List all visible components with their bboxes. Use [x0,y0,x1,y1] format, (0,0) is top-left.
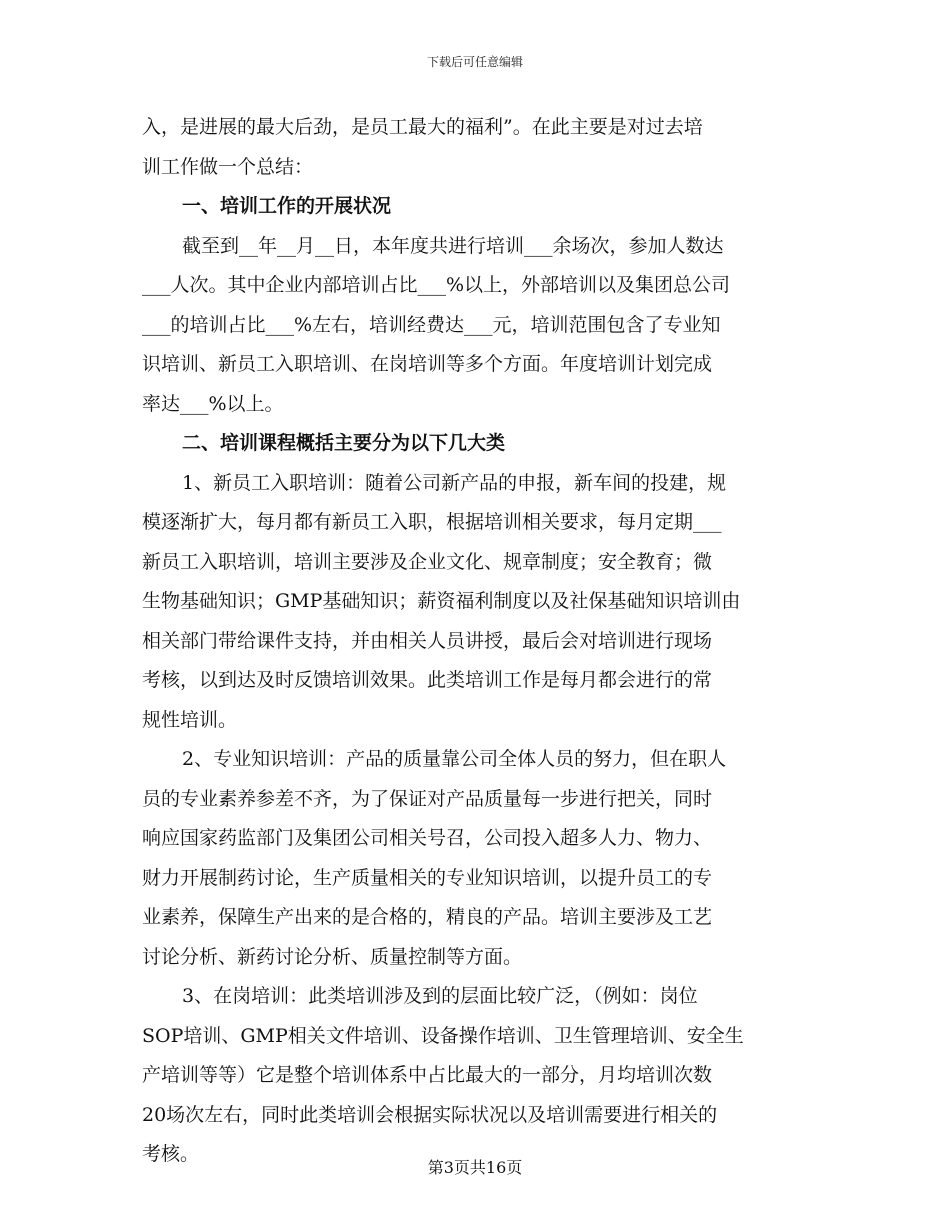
body-text-line: 2、专业知识培训：产品的质量靠公司全体人员的努力，但在职人 [182,748,727,770]
body-text-line: 考核。 [142,1143,200,1165]
document-body [142,108,808,1175]
section-heading: 二、培训课程概括主要分为以下几大类 [182,432,506,454]
body-text-line: ___的培训占比___%左右，培训经费达___元，培训范围包含了专业知 [142,313,721,336]
body-text-line: 员的专业素养参差不齐，为了保证对产品质量每一步进行把关，同时 [142,787,713,810]
body-text-line: 1、新员工入职培训：随着公司新产品的申报，新车间的投建，规 [182,471,727,494]
body-text-line: 规性培训。 [142,708,238,731]
body-text-line: 考核，以到达及时反馈培训效果。此类培训工作是每月都会进行的常 [142,669,713,691]
section-heading: 一、培训工作的开展状况 [182,195,392,217]
body-text-line: 20场次左右，同时此类培训会根据实际状况以及培训需要进行相关的 [142,1103,718,1126]
page-footer: 第3页共16页 [427,1158,523,1177]
body-text-line: 业素养，保障生产出来的是合格的，精良的产品。培训主要涉及工艺 [142,906,713,928]
body-text-line: 生物基础知识；GMP基础知识；薪资福利制度以及社保基础知识培训由 [142,590,741,612]
body-text-line: 率达___%以上。 [142,392,284,415]
page-header: 下载后可任意编辑 [426,55,523,69]
body-text-line: SOP培训、GMP相关文件培训、设备操作培训、卫生管理培训、安全生 [142,1024,744,1047]
body-text-line: 3、在岗培训：此类培训涉及到的层面比较广泛，（例如：岗位 [182,985,698,1007]
body-text-line: 财力开展制药讨论，生产质量相关的专业知识培训，以提升员工的专 [142,866,713,889]
body-text-line: 训工作做一个总结： [142,155,314,178]
body-text-line: 产培训等等）它是整个培训体系中占比最大的一部分，月均培训次数 [142,1064,713,1086]
body-text-line: 模逐渐扩大，每月都有新员工入职，根据培训相关要求，每月定期___ [142,511,722,533]
body-text-line: 讨论分析、新药讨论分析、质量控制等方面。 [142,945,523,968]
body-text-line: 响应国家药监部门及集团公司相关号召，公司投入超多人力、物力、 [142,827,713,849]
body-text-line: 入，是进展的最大后劲，是员工最大的福利”。在此主要是对过去培 [142,116,703,138]
body-text-line: ___人次。其中企业内部培训占比___%以上，外部培训以及集团总公司 [142,274,731,296]
body-text-line: 新员工入职培训，培训主要涉及企业文化、规章制度；安全教育；微 [142,550,713,573]
body-text-line: 截至到__年__月__日，本年度共进行培训___余场次，参加人数达 [182,234,724,257]
body-text-line: 相关部门带给课件支持，并由相关人员讲授，最后会对培训进行现场 [142,629,713,652]
body-text-line: 识培训、新员工入职培训、在岗培训等多个方面。年度培训计划完成 [142,353,713,375]
